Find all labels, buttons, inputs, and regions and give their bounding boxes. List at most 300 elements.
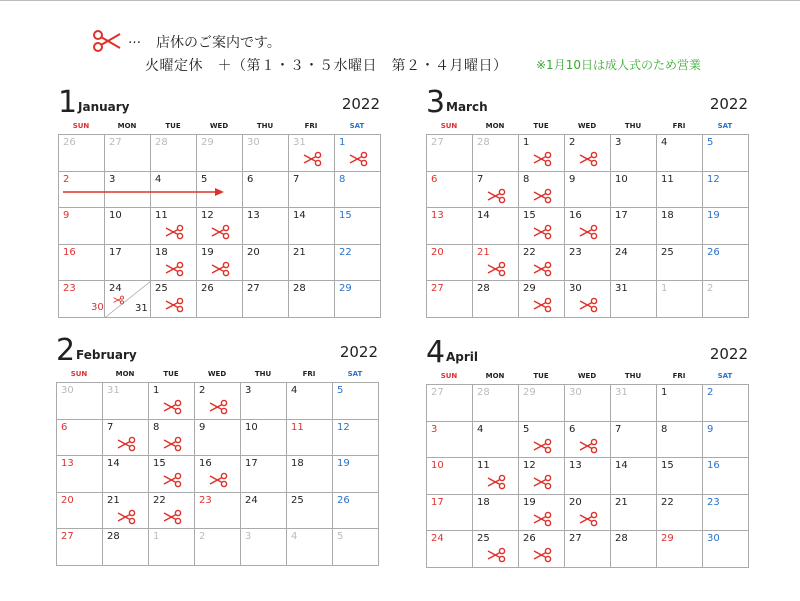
day-number: 28 [615, 533, 628, 545]
year-label: 2022 [709, 345, 748, 363]
day-cell [149, 529, 195, 566]
scissors-icon [487, 474, 507, 490]
scissors-icon [163, 509, 183, 525]
split-day-number: 31 [135, 303, 148, 315]
day-cell [243, 135, 289, 172]
day-cell [335, 172, 381, 209]
scissors-icon [533, 188, 553, 204]
month-number: 2 [56, 333, 76, 368]
day-number: 27 [569, 533, 582, 545]
weekday-header: MON [485, 372, 505, 380]
day-number: 14 [615, 460, 628, 472]
day-cell [703, 281, 749, 318]
weekday-header: THU [254, 370, 272, 378]
day-cell [57, 383, 103, 420]
day-cell [703, 422, 749, 459]
month-number: 4 [426, 335, 446, 370]
day-number: 5 [201, 173, 208, 185]
day-cell [195, 383, 241, 420]
scissors-icon [533, 438, 553, 454]
day-cell [289, 172, 335, 209]
day-cell [657, 531, 703, 568]
day-number: 8 [153, 421, 160, 433]
day-number: 2 [199, 531, 206, 543]
day-number: 29 [523, 283, 536, 295]
day-number: 6 [247, 173, 254, 185]
scissors-icon [211, 261, 231, 277]
day-number: 10 [615, 173, 628, 185]
day-cell [105, 135, 151, 172]
day-cell [657, 458, 703, 495]
day-number: 27 [61, 531, 74, 543]
day-cell [427, 422, 473, 459]
day-cell [59, 172, 105, 209]
day-number: 19 [523, 496, 536, 508]
day-number: 1 [661, 283, 668, 295]
weekday-header: SAT [347, 370, 363, 378]
day-number: 23 [199, 494, 212, 506]
scissors-icon [117, 436, 137, 452]
day-number: 2 [707, 283, 714, 295]
weekday-header: TUE [163, 370, 179, 378]
day-number: 21 [477, 246, 490, 258]
day-number: 20 [569, 496, 582, 508]
scissors-icon [579, 151, 599, 167]
day-number: 13 [247, 210, 260, 222]
day-cell [333, 456, 379, 493]
day-number: 30 [569, 387, 582, 398]
day-cell [657, 422, 703, 459]
day-number: 4 [661, 137, 668, 148]
day-number: 2 [199, 385, 206, 396]
day-cell [197, 281, 243, 318]
day-number: 18 [477, 496, 490, 508]
day-cell [103, 493, 149, 530]
day-number: 19 [337, 458, 350, 470]
day-number: 23 [63, 283, 76, 295]
day-number: 7 [615, 423, 622, 435]
day-cell [243, 281, 289, 318]
scissors-icon [303, 151, 323, 167]
day-number: 26 [707, 246, 720, 258]
day-number: 28 [477, 137, 490, 148]
day-cell [427, 531, 473, 568]
day-number: 3 [245, 531, 252, 543]
day-number: 12 [523, 460, 536, 472]
day-cell [657, 208, 703, 245]
day-cell [287, 493, 333, 530]
weekday-header: WED [207, 370, 227, 378]
day-cell [703, 495, 749, 532]
month-name: March [446, 100, 488, 114]
day-cell [703, 385, 749, 422]
day-number: 27 [431, 387, 444, 398]
day-cell [611, 495, 657, 532]
day-number: 14 [293, 210, 306, 222]
day-cell [243, 245, 289, 282]
day-number: 28 [155, 137, 168, 148]
day-cell [287, 383, 333, 420]
day-number: 20 [431, 246, 444, 258]
day-cell [611, 135, 657, 172]
scissors-icon [117, 509, 137, 525]
day-cell [57, 420, 103, 457]
day-number: 25 [291, 494, 304, 506]
day-cell [427, 135, 473, 172]
weekday-header: WED [577, 122, 597, 130]
weekday-header: SAT [717, 372, 733, 380]
day-number: 30 [247, 137, 260, 148]
day-number: 6 [61, 421, 68, 433]
day-cell [289, 135, 335, 172]
month-grid [426, 134, 749, 318]
day-number: 9 [199, 421, 206, 433]
scissors-icon [165, 297, 185, 313]
day-number: 14 [107, 458, 120, 470]
day-cell [473, 458, 519, 495]
day-number: 29 [523, 387, 536, 398]
day-number: 30 [707, 533, 720, 545]
day-cell [473, 172, 519, 209]
day-cell [197, 135, 243, 172]
day-cell [703, 135, 749, 172]
day-number: 13 [431, 210, 444, 222]
day-number: 28 [107, 531, 120, 543]
scissors-icon [533, 511, 553, 527]
day-number: 10 [431, 460, 444, 472]
day-cell [565, 281, 611, 318]
day-number: 3 [615, 137, 622, 148]
arrow-icon [63, 187, 224, 197]
scissors-icon [533, 224, 553, 240]
weekday-header: SAT [717, 122, 733, 130]
day-cell [519, 422, 565, 459]
weekday-header: MON [117, 122, 137, 130]
closing-schedule: 火曜定休 ＋（第１・３・５水曜日 第２・４月曜日） [145, 58, 508, 74]
day-cell [243, 172, 289, 209]
day-cell [611, 422, 657, 459]
day-number: 3 [109, 173, 116, 185]
day-number: 19 [707, 210, 720, 222]
day-cell [565, 531, 611, 568]
day-cell [149, 456, 195, 493]
day-number: 16 [707, 460, 720, 472]
day-number: 26 [337, 494, 350, 506]
day-cell [565, 495, 611, 532]
day-number: 6 [569, 423, 576, 435]
day-number: 12 [201, 210, 214, 222]
day-number: 16 [199, 458, 212, 470]
day-number: 24 [245, 494, 258, 506]
day-cell [427, 495, 473, 532]
day-number: 15 [523, 210, 536, 222]
day-number: 16 [569, 210, 582, 222]
day-cell [657, 172, 703, 209]
day-number: 16 [63, 246, 76, 258]
day-number: 3 [431, 423, 438, 435]
day-number: 17 [245, 458, 258, 470]
day-number: 13 [61, 458, 74, 470]
day-cell [565, 422, 611, 459]
day-cell [287, 420, 333, 457]
day-cell [103, 529, 149, 566]
day-cell [197, 245, 243, 282]
day-number: 31 [615, 387, 628, 398]
day-number: 6 [431, 173, 438, 185]
day-number: 26 [201, 283, 214, 295]
day-number: 1 [153, 385, 160, 396]
day-number: 10 [109, 210, 122, 222]
day-cell [241, 383, 287, 420]
day-cell [335, 135, 381, 172]
day-cell [335, 245, 381, 282]
day-cell [289, 208, 335, 245]
day-number: 22 [153, 494, 166, 506]
day-cell [59, 208, 105, 245]
weekday-header: THU [256, 122, 274, 130]
day-number: 30 [61, 385, 74, 396]
day-number: 31 [615, 283, 628, 295]
day-cell [657, 135, 703, 172]
day-cell [703, 531, 749, 568]
day-cell [565, 208, 611, 245]
scissors-icon [209, 399, 229, 415]
day-cell [565, 245, 611, 282]
day-number: 8 [339, 173, 346, 185]
day-cell [611, 531, 657, 568]
day-cell [473, 281, 519, 318]
day-cell [565, 458, 611, 495]
day-cell [473, 495, 519, 532]
day-number: 3 [245, 385, 252, 396]
day-number: 10 [245, 421, 258, 433]
scissors-icon [487, 188, 507, 204]
day-cell [611, 208, 657, 245]
day-number: 4 [155, 173, 162, 185]
open-day-note: ※1月10日は成人式のため営業 [536, 58, 701, 72]
weekday-header: THU [624, 372, 642, 380]
day-cell [59, 245, 105, 282]
day-number: 1 [153, 531, 160, 543]
day-cell [241, 529, 287, 566]
day-cell [519, 495, 565, 532]
day-number: 12 [337, 421, 350, 433]
scissors-icon [209, 472, 229, 488]
scissors-icon [163, 436, 183, 452]
day-cell [333, 383, 379, 420]
day-number: 31 [293, 137, 306, 148]
day-number: 15 [153, 458, 166, 470]
day-cell [427, 281, 473, 318]
day-cell [149, 383, 195, 420]
day-number: 4 [291, 385, 298, 396]
day-number: 27 [247, 283, 260, 295]
weekday-header: SAT [349, 122, 365, 130]
day-number: 23 [707, 496, 720, 508]
day-number: 28 [477, 387, 490, 398]
month-grid [426, 384, 749, 568]
weekday-header: THU [624, 122, 642, 130]
day-cell [289, 245, 335, 282]
day-number: 31 [107, 385, 120, 396]
day-cell [611, 281, 657, 318]
day-cell [335, 281, 381, 318]
day-cell [473, 531, 519, 568]
day-number: 26 [63, 137, 76, 148]
day-cell [57, 456, 103, 493]
day-number: 21 [293, 246, 306, 258]
weekday-header: TUE [533, 122, 549, 130]
month-number: 1 [58, 85, 78, 120]
weekday-header: SUN [72, 122, 90, 130]
month-grid [58, 134, 381, 318]
day-cell [519, 245, 565, 282]
day-number: 19 [201, 246, 214, 258]
day-cell [149, 420, 195, 457]
day-cell [565, 172, 611, 209]
day-cell [57, 493, 103, 530]
day-number: 18 [291, 458, 304, 470]
weekday-header: SUN [440, 372, 458, 380]
weekday-header: WED [209, 122, 229, 130]
day-cell [103, 383, 149, 420]
scissors-icon [211, 224, 231, 240]
scissors-icon [487, 261, 507, 277]
day-number: 27 [109, 137, 122, 148]
day-cell [427, 245, 473, 282]
scissors-icon [163, 472, 183, 488]
day-number: 17 [431, 496, 444, 508]
weekday-header: FRI [304, 122, 318, 130]
day-cell [657, 245, 703, 282]
month-name: January [78, 100, 130, 114]
day-number: 7 [107, 421, 114, 433]
day-cell [333, 420, 379, 457]
day-cell [149, 493, 195, 530]
day-cell [287, 529, 333, 566]
weekday-header: FRI [672, 122, 686, 130]
day-cell [565, 385, 611, 422]
scissors-icon [533, 547, 553, 563]
day-cell [59, 135, 105, 172]
legend-ellipsis: … [128, 32, 141, 47]
day-cell [657, 385, 703, 422]
day-number: 28 [477, 283, 490, 295]
day-cell [703, 458, 749, 495]
day-cell [519, 208, 565, 245]
scissors-icon [349, 151, 369, 167]
day-number: 5 [337, 531, 344, 543]
day-cell [473, 135, 519, 172]
day-cell [703, 172, 749, 209]
scissors-icon [165, 224, 185, 240]
weekday-header: TUE [165, 122, 181, 130]
scissors-icon [533, 297, 553, 313]
day-number: 2 [63, 173, 70, 185]
day-cell [243, 208, 289, 245]
day-number: 26 [523, 533, 536, 545]
day-cell [519, 531, 565, 568]
day-cell [91, 281, 151, 318]
day-number: 15 [339, 210, 352, 222]
day-number: 22 [661, 496, 674, 508]
day-number: 5 [707, 137, 714, 148]
day-cell [241, 493, 287, 530]
weekday-header: SUN [70, 370, 88, 378]
day-cell [565, 135, 611, 172]
scissors-icon [579, 224, 599, 240]
day-number: 11 [661, 173, 674, 185]
day-number: 24 [615, 246, 628, 258]
day-cell [519, 135, 565, 172]
day-cell [195, 420, 241, 457]
day-number: 28 [293, 283, 306, 295]
top-border [0, 0, 800, 1]
day-number: 7 [477, 173, 484, 185]
day-number: 14 [477, 210, 490, 222]
day-cell [57, 529, 103, 566]
scissors-icon [487, 547, 507, 563]
day-number: 12 [707, 173, 720, 185]
day-cell [287, 456, 333, 493]
weekday-header: WED [577, 372, 597, 380]
day-number: 27 [431, 283, 444, 295]
day-cell [195, 493, 241, 530]
day-number: 22 [523, 246, 536, 258]
day-cell [427, 172, 473, 209]
day-number: 1 [523, 137, 530, 148]
day-number: 21 [615, 496, 628, 508]
scissors-icon [579, 438, 599, 454]
month-name: April [446, 350, 479, 364]
day-cell [519, 172, 565, 209]
day-cell [611, 245, 657, 282]
weekday-header: SUN [440, 122, 458, 130]
day-number: 23 [569, 246, 582, 258]
day-number: 29 [201, 137, 214, 148]
day-cell [657, 495, 703, 532]
day-number: 21 [107, 494, 120, 506]
day-number: 15 [661, 460, 674, 472]
day-cell [657, 281, 703, 318]
day-cell [473, 208, 519, 245]
day-number: 27 [431, 137, 444, 148]
day-number: 9 [63, 210, 70, 222]
day-cell [611, 172, 657, 209]
day-number: 8 [661, 423, 668, 435]
day-cell [103, 420, 149, 457]
scissors-icon [579, 297, 599, 313]
day-cell [703, 245, 749, 282]
day-number: 11 [291, 421, 304, 433]
day-cell [519, 281, 565, 318]
legend-text: 店休のご案内です。 [156, 35, 281, 51]
day-cell [473, 245, 519, 282]
day-number: 24 [109, 283, 122, 295]
day-number: 17 [109, 246, 122, 258]
day-cell [611, 458, 657, 495]
day-number: 11 [155, 210, 168, 222]
weekday-header: MON [115, 370, 135, 378]
day-cell [151, 208, 197, 245]
weekday-header: TUE [533, 372, 549, 380]
day-cell [151, 281, 197, 318]
day-cell [195, 529, 241, 566]
weekday-header: FRI [672, 372, 686, 380]
scissors-icon [113, 295, 125, 305]
day-number: 1 [339, 137, 346, 148]
scissors-icon [533, 474, 553, 490]
